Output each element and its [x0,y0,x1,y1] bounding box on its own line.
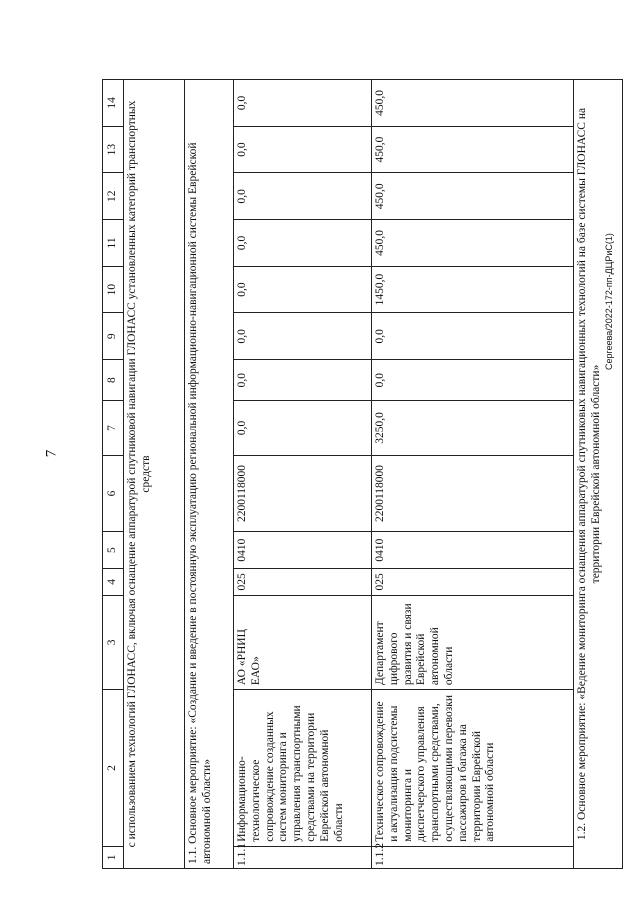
header-cell: 7 [103,401,124,455]
section-text: с использованием технологий ГЛОНАСС, включая оснащение аппаратурой спутниковой навигации ГЛОНАСС установленных категорий транспортных средств [124,80,185,869]
header-cell: 6 [103,455,124,532]
row-name: Информационно-технологическое сопровождение созданных систем мониторинга и управления транспортными средствами на территории Еврейской автономной области [234,690,372,847]
rotated-table-wrapper [102,79,623,869]
header-cell: 12 [103,173,124,220]
header-cell: 8 [103,360,124,401]
cell-c4: 025 [372,568,574,595]
cell-c12: 0,0 [234,173,372,220]
cell-c13: 0,0 [234,126,372,173]
cell-c4: 025 [234,568,372,595]
header-cell: 13 [103,126,124,173]
row-id: 1.1.2 [372,846,574,868]
row-executor: АО «РНИЦ ЕАО» [234,595,372,689]
header-cell: 2 [103,690,124,847]
cell-c8: 0,0 [234,360,372,401]
header-cell: 14 [103,80,124,127]
table-row [234,80,372,869]
header-row [103,80,124,869]
page-number: 7 [43,449,60,458]
header-cell: 9 [103,313,124,360]
cell-c14: 450,0 [372,80,574,127]
row-executor: Департамент цифрового развития и связи Еврейской автономной области [372,595,574,689]
activity-row-1-2 [574,80,623,869]
activity-1-1-text: 1.1. Основное мероприятие: «Создание и введение в постоянную эксплуатацию региональной информационно-навигационной системы Еврейской автономной области» [185,80,234,869]
header-cell: 3 [103,595,124,689]
table-row [372,80,574,869]
cell-c14: 0,0 [234,80,372,127]
cell-c6: 2200118000 [234,455,372,532]
cell-c9: 0,0 [372,313,574,360]
activity-1-2-text: 1.2. Основное мероприятие: «Ведение мониторинга оснащения аппаратурой спутниковых навигационных технологий на базе системы ГЛОНАСС на территории Еврейской автономной области» [574,80,623,869]
cell-c10: 1450,0 [372,266,574,313]
activity-row-1-1 [185,80,234,869]
cell-c11: 450,0 [372,220,574,267]
cell-c7: 3250,0 [372,401,574,455]
header-cell: 1 [103,846,124,868]
cell-c5: 0410 [372,532,574,569]
cell-c6: 2200118000 [372,455,574,532]
header-cell: 5 [103,532,124,569]
cell-c8: 0,0 [372,360,574,401]
cell-c5: 0410 [234,532,372,569]
header-cell: 10 [103,266,124,313]
cell-c12: 450,0 [372,173,574,220]
document-stamp: Сергеева/2022-172-пп-ДЦРиС(1) [604,233,614,370]
row-name: Техническое сопровождение и актуализация подсистемы мониторинга и диспетчерского управления транспортными средствами, осуществляющими перевозки пассажиров и багажа на территории Еврейской автономной области [372,690,574,847]
cell-c13: 450,0 [372,126,574,173]
header-cell: 4 [103,568,124,595]
section-row [124,80,185,869]
cell-c9: 0,0 [234,313,372,360]
cell-c10: 0,0 [234,266,372,313]
header-cell: 11 [103,220,124,267]
budget-table [102,79,623,869]
cell-c7: 0,0 [234,401,372,455]
row-id: 1.1.1 [234,846,372,868]
cell-c11: 0,0 [234,220,372,267]
